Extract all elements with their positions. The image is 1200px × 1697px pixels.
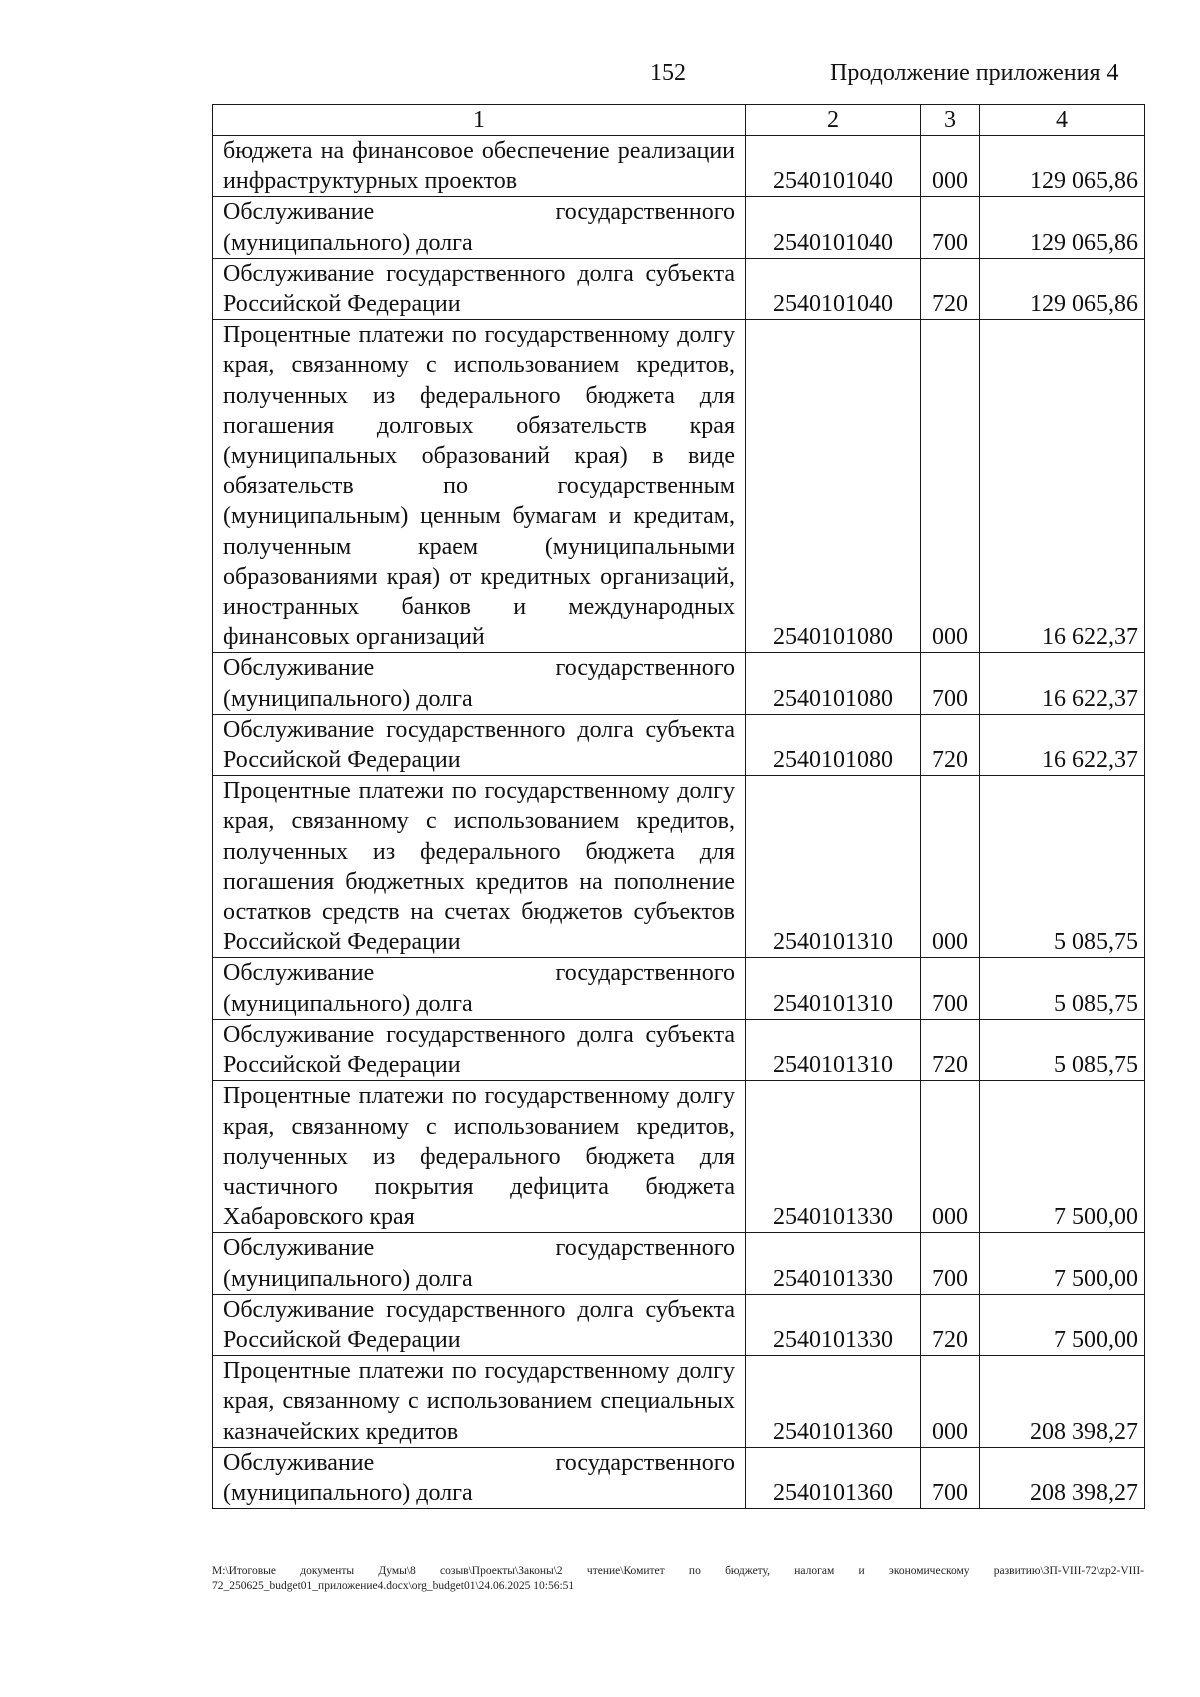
amount-cell: 7 500,00	[980, 1081, 1145, 1233]
table-row	[213, 653, 1145, 714]
target-article-code-cell: 2540101360	[746, 1447, 921, 1508]
appendix-continuation-label: Продолжение приложения 4	[830, 60, 1119, 86]
expense-type-cell: 700	[921, 958, 980, 1019]
target-article-code-cell: 2540101310	[746, 776, 921, 958]
budget-table	[212, 104, 1145, 1509]
row-name-cell: Процентные платежи по государственному долгу края, связанному с использованием кредитов, полученных из федерального бюджета для частичного покрытия дефицита бюджета Хабаровского края	[213, 1081, 746, 1233]
target-article-code-cell: 2540101040	[746, 136, 921, 197]
row-name-cell: Обслуживание государственного (муниципального) долга	[213, 197, 746, 258]
target-article-code-cell: 2540101330	[746, 1233, 921, 1294]
expense-type-cell: 720	[921, 1019, 980, 1080]
file-path-footer: М:\Итоговые документы Думы\8 созыв\Проекты\Законы\2 чтение\Комитет по бюджету, налогам и экономическому развитию\ЗП-VIII-72\zp2-VIII-72_250625_budget01_приложение4.docx\org_budget01\24.06.2025 10:56:51	[212, 1565, 1144, 1592]
amount-cell: 208 398,27	[980, 1447, 1145, 1508]
expense-type-cell: 720	[921, 714, 980, 775]
expense-type-cell: 000	[921, 320, 980, 653]
expense-type-cell: 000	[921, 776, 980, 958]
expense-type-cell: 720	[921, 258, 980, 319]
column-header-2: 2	[746, 105, 921, 136]
column-header-1: 1	[213, 105, 746, 136]
row-name-cell: Процентные платежи по государственному долгу края, связанному с использованием специальных казначейских кредитов	[213, 1356, 746, 1448]
table-row	[213, 714, 1145, 775]
amount-cell: 208 398,27	[980, 1356, 1145, 1448]
target-article-code-cell: 2540101080	[746, 714, 921, 775]
amount-cell: 129 065,86	[980, 136, 1145, 197]
expense-type-cell: 700	[921, 1233, 980, 1294]
row-name-cell: Обслуживание государственного (муниципального) долга	[213, 1233, 746, 1294]
row-name-cell: Процентные платежи по государственному долгу края, связанному с использованием кредитов, полученных из федерального бюджета для погашения долговых обязательств края (муниципальных образований края) в виде обязательств по государственным (муниципальным) ценным бумагам и кредитам, полученным краем (муниципальными образованиями края) от кредитных организаций, иностранных банков и международных финансовых организаций	[213, 320, 746, 653]
table-row	[213, 1294, 1145, 1355]
amount-cell: 5 085,75	[980, 958, 1145, 1019]
row-name-cell: Обслуживание государственного долга субъекта Российской Федерации	[213, 1294, 746, 1355]
amount-cell: 16 622,37	[980, 653, 1145, 714]
expense-type-cell: 000	[921, 1356, 980, 1448]
table-row	[213, 1019, 1145, 1080]
expense-type-cell: 720	[921, 1294, 980, 1355]
table-row	[213, 1081, 1145, 1233]
table-row	[213, 1233, 1145, 1294]
target-article-code-cell: 2540101040	[746, 258, 921, 319]
column-header-3: 3	[921, 105, 980, 136]
table-row	[213, 776, 1145, 958]
amount-cell: 129 065,86	[980, 197, 1145, 258]
table-row	[213, 136, 1145, 197]
row-name-cell: Обслуживание государственного (муниципального) долга	[213, 958, 746, 1019]
target-article-code-cell: 2540101360	[746, 1356, 921, 1448]
expense-type-cell: 700	[921, 197, 980, 258]
expense-type-cell: 700	[921, 653, 980, 714]
target-article-code-cell: 2540101040	[746, 197, 921, 258]
row-name-cell: Обслуживание государственного (муниципального) долга	[213, 653, 746, 714]
row-name-cell: Обслуживание государственного (муниципального) долга	[213, 1447, 746, 1508]
column-number-row	[213, 105, 1145, 136]
amount-cell: 16 622,37	[980, 714, 1145, 775]
target-article-code-cell: 2540101330	[746, 1294, 921, 1355]
table-row	[213, 1356, 1145, 1448]
expense-type-cell: 700	[921, 1447, 980, 1508]
target-article-code-cell: 2540101310	[746, 958, 921, 1019]
target-article-code-cell: 2540101330	[746, 1081, 921, 1233]
row-name-cell: бюджета на финансовое обеспечение реализации инфраструктурных проектов	[213, 136, 746, 197]
table-row	[213, 1447, 1145, 1508]
row-name-cell: Обслуживание государственного долга субъекта Российской Федерации	[213, 714, 746, 775]
row-name-cell: Обслуживание государственного долга субъекта Российской Федерации	[213, 258, 746, 319]
expense-type-cell: 000	[921, 136, 980, 197]
table-row	[213, 197, 1145, 258]
page-number: 152	[650, 60, 686, 86]
amount-cell: 7 500,00	[980, 1233, 1145, 1294]
amount-cell: 5 085,75	[980, 1019, 1145, 1080]
row-name-cell: Процентные платежи по государственному долгу края, связанному с использованием кредитов, полученных из федерального бюджета для погашения бюджетных кредитов на пополнение остатков средств на счетах бюджетов субъектов Российской Федерации	[213, 776, 746, 958]
table-row	[213, 258, 1145, 319]
amount-cell: 16 622,37	[980, 320, 1145, 653]
row-name-cell: Обслуживание государственного долга субъекта Российской Федерации	[213, 1019, 746, 1080]
amount-cell: 129 065,86	[980, 258, 1145, 319]
amount-cell: 7 500,00	[980, 1294, 1145, 1355]
table-row	[213, 958, 1145, 1019]
column-header-4: 4	[980, 105, 1145, 136]
target-article-code-cell: 2540101080	[746, 653, 921, 714]
target-article-code-cell: 2540101080	[746, 320, 921, 653]
target-article-code-cell: 2540101310	[746, 1019, 921, 1080]
amount-cell: 5 085,75	[980, 776, 1145, 958]
expense-type-cell: 000	[921, 1081, 980, 1233]
table-row	[213, 320, 1145, 653]
